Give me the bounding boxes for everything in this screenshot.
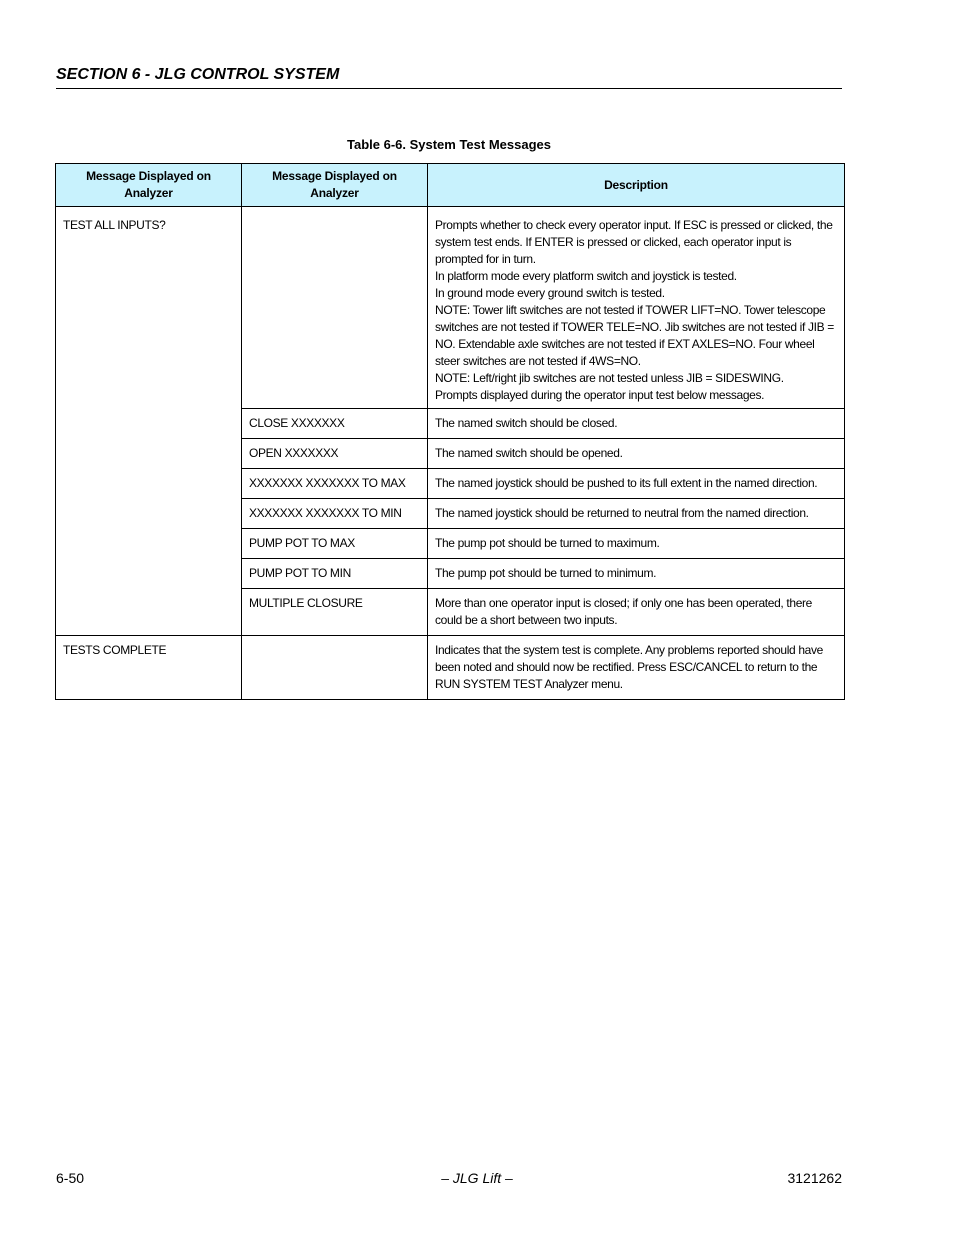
table-cell bbox=[242, 207, 428, 409]
page-number: 6-50 bbox=[56, 1170, 85, 1186]
description-cell: The named joystick should be returned to neutral from the named direction. bbox=[428, 499, 845, 529]
description-cell: Indicates that the system test is complete. Any problems reported should have been noted and should now be rectified. Press ESC/CANCEL to return to the RUN SYSTEM TEST Analyzer menu. bbox=[428, 636, 845, 700]
table-cell: TEST ALL INPUTS? bbox=[56, 207, 242, 636]
table-cell: TESTS COMPLETE bbox=[56, 636, 242, 700]
table-cell: XXXXXXX XXXXXXX TO MAX bbox=[242, 469, 428, 499]
description-cell: The pump pot should be turned to maximum. bbox=[428, 529, 845, 559]
table-cell bbox=[242, 636, 428, 700]
table-row bbox=[56, 207, 845, 409]
table-cell: MULTIPLE CLOSURE bbox=[242, 589, 428, 636]
column-header: Description bbox=[428, 164, 845, 207]
document-number: 3121262 bbox=[787, 1170, 842, 1186]
section-title: SECTION 6 - JLG CONTROL SYSTEM bbox=[56, 66, 340, 83]
description-cell: The pump pot should be turned to minimum. bbox=[428, 559, 845, 589]
description-cell bbox=[428, 207, 845, 409]
description-line: NOTE: Left/right jib switches are not tested unless JIB = SIDESWING. bbox=[435, 371, 784, 385]
footer-brand: – JLG Lift – bbox=[441, 1170, 513, 1186]
table-cell: XXXXXXX XXXXXXX TO MIN bbox=[242, 499, 428, 529]
description-line: NOTE: Tower lift switches are not tested if TOWER LIFT=NO. Tower telescope switches are not tested if TOWER TELE=NO. Jib switches are not tested if JIB = NO. Extendable axle switches are not tested if EXT AXLES=NO. Four wheel steer switches are not tested if 4WS=NO. bbox=[435, 303, 834, 368]
description-cell: The named switch should be closed. bbox=[428, 409, 845, 439]
section-header bbox=[56, 66, 842, 89]
description-cell: More than one operator input is closed; if only one has been operated, there could be a short between two inputs. bbox=[428, 589, 845, 636]
description-line: Prompts whether to check every operator input. If ESC is pressed or clicked, the system test ends. If ENTER is pressed or clicked, each operator input is prompted for in turn. bbox=[435, 218, 833, 266]
table-cell: PUMP POT TO MIN bbox=[242, 559, 428, 589]
description-cell: The named joystick should be pushed to its full extent in the named direction. bbox=[428, 469, 845, 499]
description-line: In ground mode every ground switch is tested. bbox=[435, 286, 665, 300]
table-row bbox=[56, 636, 845, 700]
table-cell: CLOSE XXXXXXX bbox=[242, 409, 428, 439]
description-line: In platform mode every platform switch and joystick is tested. bbox=[435, 269, 737, 283]
column-header: Message Displayed on Analyzer bbox=[56, 164, 242, 207]
description-line: Prompts displayed during the operator input test below messages. bbox=[435, 388, 765, 402]
description-cell: The named switch should be opened. bbox=[428, 439, 845, 469]
table-title: Table 6-6. System Test Messages bbox=[346, 137, 551, 152]
table-cell: PUMP POT TO MAX bbox=[242, 529, 428, 559]
table-header-row bbox=[56, 164, 845, 207]
system-test-messages-table bbox=[55, 163, 845, 700]
table-cell: OPEN XXXXXXX bbox=[242, 439, 428, 469]
column-header: Message Displayed on Analyzer bbox=[242, 164, 428, 207]
